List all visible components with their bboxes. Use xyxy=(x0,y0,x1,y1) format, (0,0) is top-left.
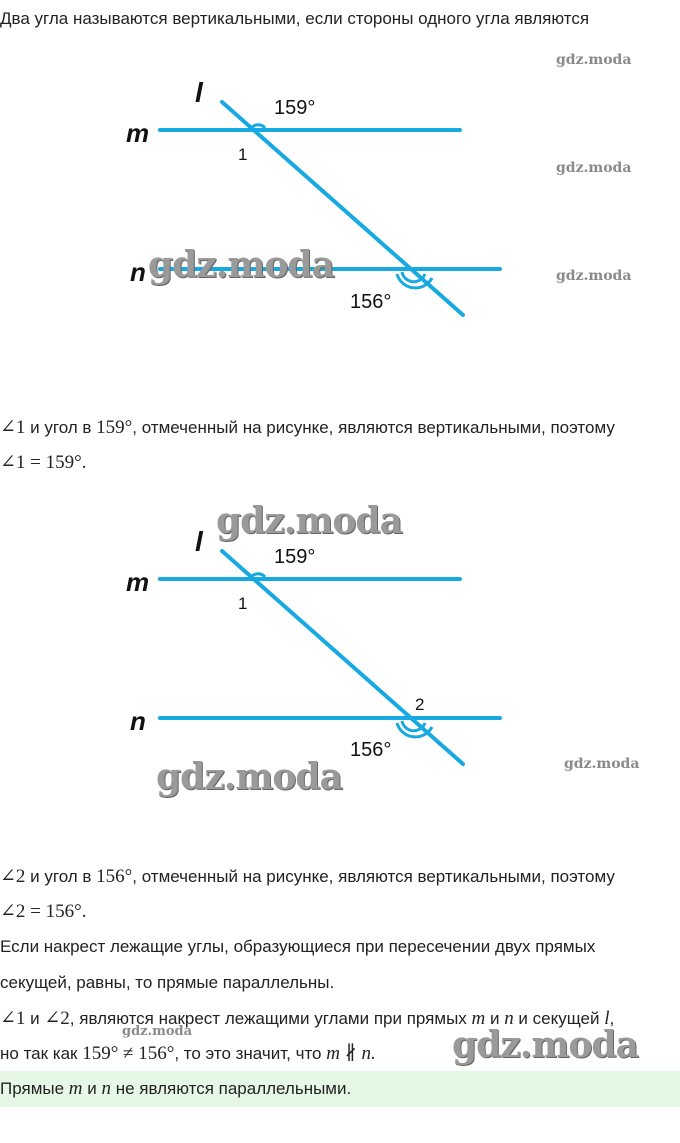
paragraph-vertical-1: ∠1 и угол в 159°, отмеченный на рисунке, являются вертикальными, поэтому xyxy=(0,417,615,438)
watermark: gdz.moda xyxy=(556,160,632,176)
label-l: l xyxy=(195,526,203,557)
watermark: gdz.moda xyxy=(564,756,640,772)
label-m: m xyxy=(126,118,150,148)
watermark-large: gdz.moda xyxy=(148,244,334,286)
angle-top-value: 159° xyxy=(274,97,316,119)
angle-bottom-value: 156° xyxy=(350,291,392,313)
math-inequality: 159° ≠ 156° xyxy=(82,1043,175,1064)
rule-line-1: Если накрест лежащие углы, образующиеся при пересечении двух прямых xyxy=(0,937,596,956)
label-n: n xyxy=(130,706,146,736)
label-l: l xyxy=(195,77,203,108)
label-n: n xyxy=(130,257,146,287)
label-m: m xyxy=(126,567,150,597)
rule-line-2: секущей, равны, то прямые параллельны. xyxy=(0,973,335,992)
watermark: gdz.moda xyxy=(122,1024,193,1039)
math-degrees: 156° xyxy=(96,866,133,887)
paragraph-alternate-angles: ∠1 и ∠2, являются накрест лежащими углами при прямых m и n и секущей l, xyxy=(0,1008,615,1029)
answer-text: Прямые m и n не являются параллельными. xyxy=(0,1078,352,1099)
watermark-large: gdz.moda xyxy=(216,500,402,542)
paragraph-conclusion: но так как 159° ≠ 156°, то это значит, что m ∦ n. xyxy=(0,1043,376,1064)
watermark-large: gdz.moda xyxy=(452,1024,638,1066)
math-not-parallel: m ∦ n. xyxy=(326,1043,376,1064)
figure-2-diagram xyxy=(0,509,680,789)
math-angle-1: ∠1 xyxy=(0,417,26,438)
angle-top-value: 159° xyxy=(274,546,316,568)
label-angle-1: 1 xyxy=(238,594,248,613)
label-angle-1: 1 xyxy=(238,145,248,164)
label-angle-2: 2 xyxy=(415,695,425,714)
paragraph-vertical-2: ∠2 и угол в 156°, отмеченный на рисунке, являются вертикальными, поэтому xyxy=(0,866,615,887)
watermark: gdz.moda xyxy=(556,268,632,284)
figure-1-diagram xyxy=(0,60,680,340)
watermark-large: gdz.moda xyxy=(156,756,342,798)
watermark: gdz.moda xyxy=(556,52,632,68)
intro-text: Два угла называются вертикальными, если стороны одного угла являются xyxy=(0,9,590,28)
equation-angle-1: ∠1 = 159°. xyxy=(0,452,87,473)
angle-bottom-value: 156° xyxy=(350,739,392,761)
math-degrees: 159° xyxy=(96,417,133,438)
equation-angle-2: ∠2 = 156°. xyxy=(0,901,87,922)
math-angle-2: ∠2 xyxy=(0,866,26,887)
